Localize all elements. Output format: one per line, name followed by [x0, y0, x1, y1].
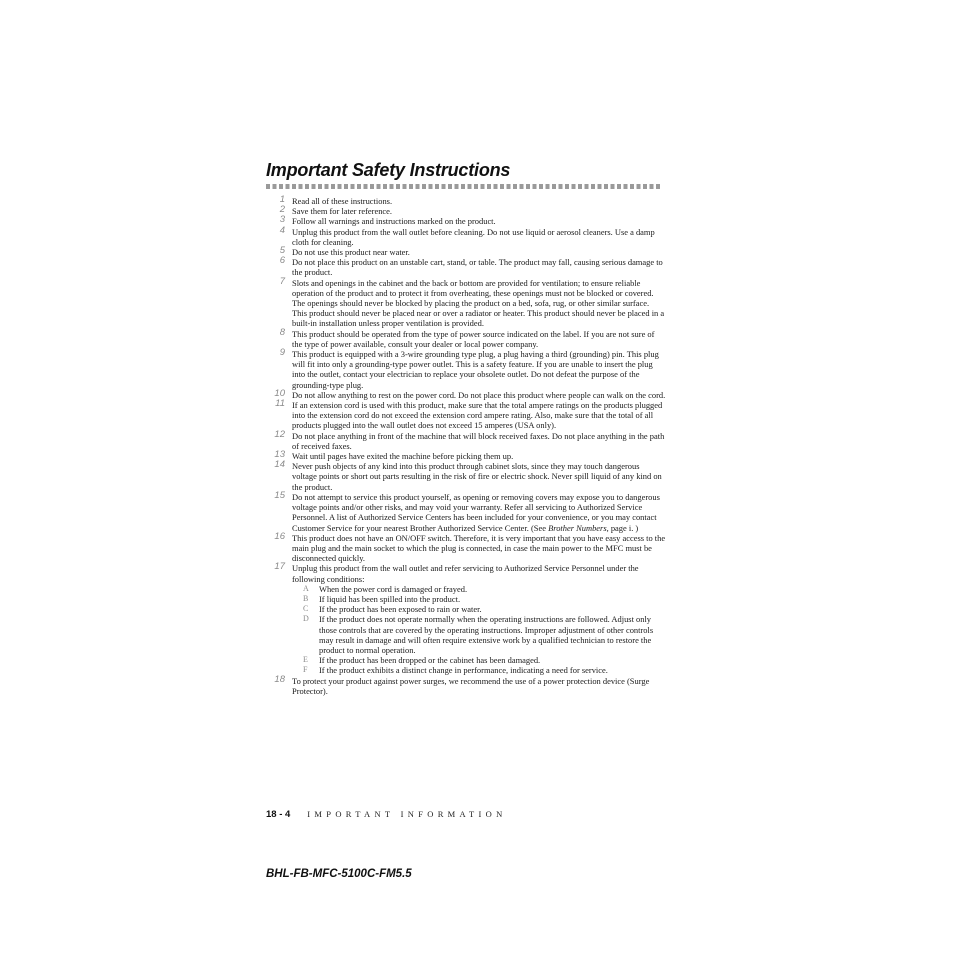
brother-numbers-reference: Brother Numbers [548, 522, 607, 533]
item-number: 18 [274, 673, 285, 685]
sub-item-text: If the product exhibits a distinct change in performance, indicating a need for service. [319, 665, 608, 676]
page-number: 18 - 4 [266, 809, 291, 820]
sub-item-text: If liquid has been spilled into the product. [319, 593, 461, 604]
list-item [266, 489, 666, 533]
sub-item-text: When the power cord is damaged or frayed. [319, 583, 468, 594]
item-text: This product is equipped with a 3-wire grounding type plug, a plug having a third (grounding) pin. This plug will fit into only a grounding-type power outlet. This is a safety feature. If you are unable to insert the plug into the outlet, contact your electrician to replace your obsolete outlet. Do not defeat the purpose of the grounding-type plug. [292, 349, 659, 390]
sub-list-item [266, 655, 666, 665]
item-text: Follow all warnings and instructions marked on the product. [292, 216, 496, 227]
sub-list-item [266, 665, 666, 675]
safety-instructions-list [266, 196, 666, 696]
list-item [266, 196, 666, 206]
list-item [266, 461, 666, 492]
item-text: To protect your product against power surges, we recommend the use of a power protection device (Surge Protector). [292, 675, 650, 696]
list-item [266, 247, 666, 257]
sub-list-item [266, 614, 666, 655]
page-title: Important Safety Instructions [266, 160, 511, 180]
item-text: Save them for later reference. [292, 206, 393, 217]
sub-list-item [266, 584, 666, 594]
list-item [266, 451, 666, 461]
list-item [266, 216, 666, 226]
item-text: Do not place this product on an unstable cart, stand, or table. The product may fall, causing serious damage to the product. [292, 257, 663, 278]
item-text: This product should be operated from the type of power source indicated on the label. If you are not sure of the type of power available, consult your dealer or local power company. [292, 328, 655, 349]
sub-item-text: If the product has been dropped or the cabinet has been damaged. [319, 655, 541, 666]
item-number: 4 [279, 224, 285, 236]
item-text: , page i. ) [606, 522, 639, 533]
item-number: 5 [279, 245, 285, 257]
list-item [266, 206, 666, 216]
item-number: 17 [274, 561, 285, 573]
item-number: 10 [274, 387, 285, 399]
dotted-rule [266, 184, 660, 189]
sub-item-text: If the product has been exposed to rain or water. [319, 604, 482, 615]
item-number: 9 [279, 347, 285, 359]
sub-item-text: If the product does not operate normally when the operating instructions are followed. Adjust only those controls that are covered by the operating instructions. Improper adjustment of other controls may result in damage and will often require extensive work by a qualified technician to restore the product to normal operation. [319, 614, 654, 655]
item-number: 14 [274, 459, 285, 471]
list-item [266, 224, 666, 247]
list-item [266, 563, 666, 583]
item-number: 8 [279, 326, 285, 338]
list-item [266, 349, 666, 390]
item-number: 13 [274, 449, 285, 461]
section-name: IMPORTANT INFORMATION [307, 809, 507, 819]
list-item [266, 530, 666, 564]
item-text: Do not place anything in front of the machine that will block received faxes. Do not place anything in the path of received faxes. [292, 430, 665, 451]
item-text: Read all of these instructions. [292, 196, 393, 206]
item-text: Slots and openings in the cabinet and the back or bottom are provided for ventilation; to ensure reliable operation of the product and to protect it from overheating, these openings must not be blocked or covered. The openings should never be blocked by placing the product on a bed, sofa, rug, or other similar surface. This product should never be placed near or over a radiator or heater. This product should never be placed in a built-in installation unless proper ventilation is provided. [292, 277, 665, 329]
item-text: Do not allow anything to rest on the power cord. Do not place this product where people can walk on the cord. [292, 389, 666, 400]
sub-item-letter: A [303, 583, 309, 593]
sub-item-letter: E [303, 655, 308, 665]
file-identifier: BHL-FB-MFC-5100C-FM5.5 [266, 868, 412, 880]
item-number: 2 [279, 204, 285, 216]
sub-item-letter: B [303, 593, 309, 603]
sub-list-item [266, 604, 666, 614]
item-text: If an extension cord is used with this product, make sure that the total ampere ratings on the products plugged into the extension cord do not exceed the extension cord ampere rating. Also, make sure that the total of all products plugged into the wall outlet does not exceed 15 amperes (USA only). [292, 400, 663, 431]
list-item [266, 673, 666, 696]
page-footer [266, 809, 507, 820]
sub-item-letter: C [303, 604, 309, 614]
sub-item-letter: F [303, 665, 308, 675]
item-number: 3 [279, 214, 285, 226]
list-item [266, 400, 666, 431]
item-text: This product does not have an ON/OFF switch. Therefore, it is very important that you have easy access to the main plug and the main socket to which the plug is connected, in case the main power to the MFC must be disconnected quickly. [292, 532, 666, 564]
item-text: Do not attempt to service this product yourself, as opening or removing covers may expose you to dangerous voltage points and/or other risks, and may void your warranty. Refer all servicing to Authorized Service Personnel. A list of Authorized Service Centers has been included for your convenience, or you may contact Customer Service for your nearest Brother Authorized Service Center. (See [292, 491, 660, 533]
list-item [266, 387, 666, 400]
item-number: 7 [279, 275, 285, 287]
item-text: Unplug this product from the wall outlet before cleaning. Do not use liquid or aerosol cleaners. Use a damp cloth for cleaning. [292, 226, 655, 247]
item-text: Wait until pages have exited the machine before picking them up. [292, 451, 514, 462]
list-item [266, 428, 666, 451]
item-number: 16 [274, 530, 285, 542]
list-item [266, 257, 666, 277]
item-number: 1 [279, 194, 285, 205]
item-number: 12 [274, 428, 285, 440]
item-number: 11 [275, 398, 285, 410]
item-number: 15 [274, 489, 285, 501]
item-text: Never push objects of any kind into this product through cabinet slots, since they may touch dangerous voltage points or short out parts resulting in the risk of fire or electric shock. Never spill liquid of any kind on the product. [292, 461, 662, 492]
sub-list-item [266, 594, 666, 604]
list-item [266, 326, 666, 349]
sub-item-letter: D [303, 614, 309, 624]
list-item [266, 275, 666, 329]
item-number: 6 [279, 255, 285, 267]
item-text: Do not use this product near water. [292, 247, 410, 258]
item-text: Unplug this product from the wall outlet and refer servicing to Authorized Service Personnel under the following conditions: [292, 563, 639, 584]
